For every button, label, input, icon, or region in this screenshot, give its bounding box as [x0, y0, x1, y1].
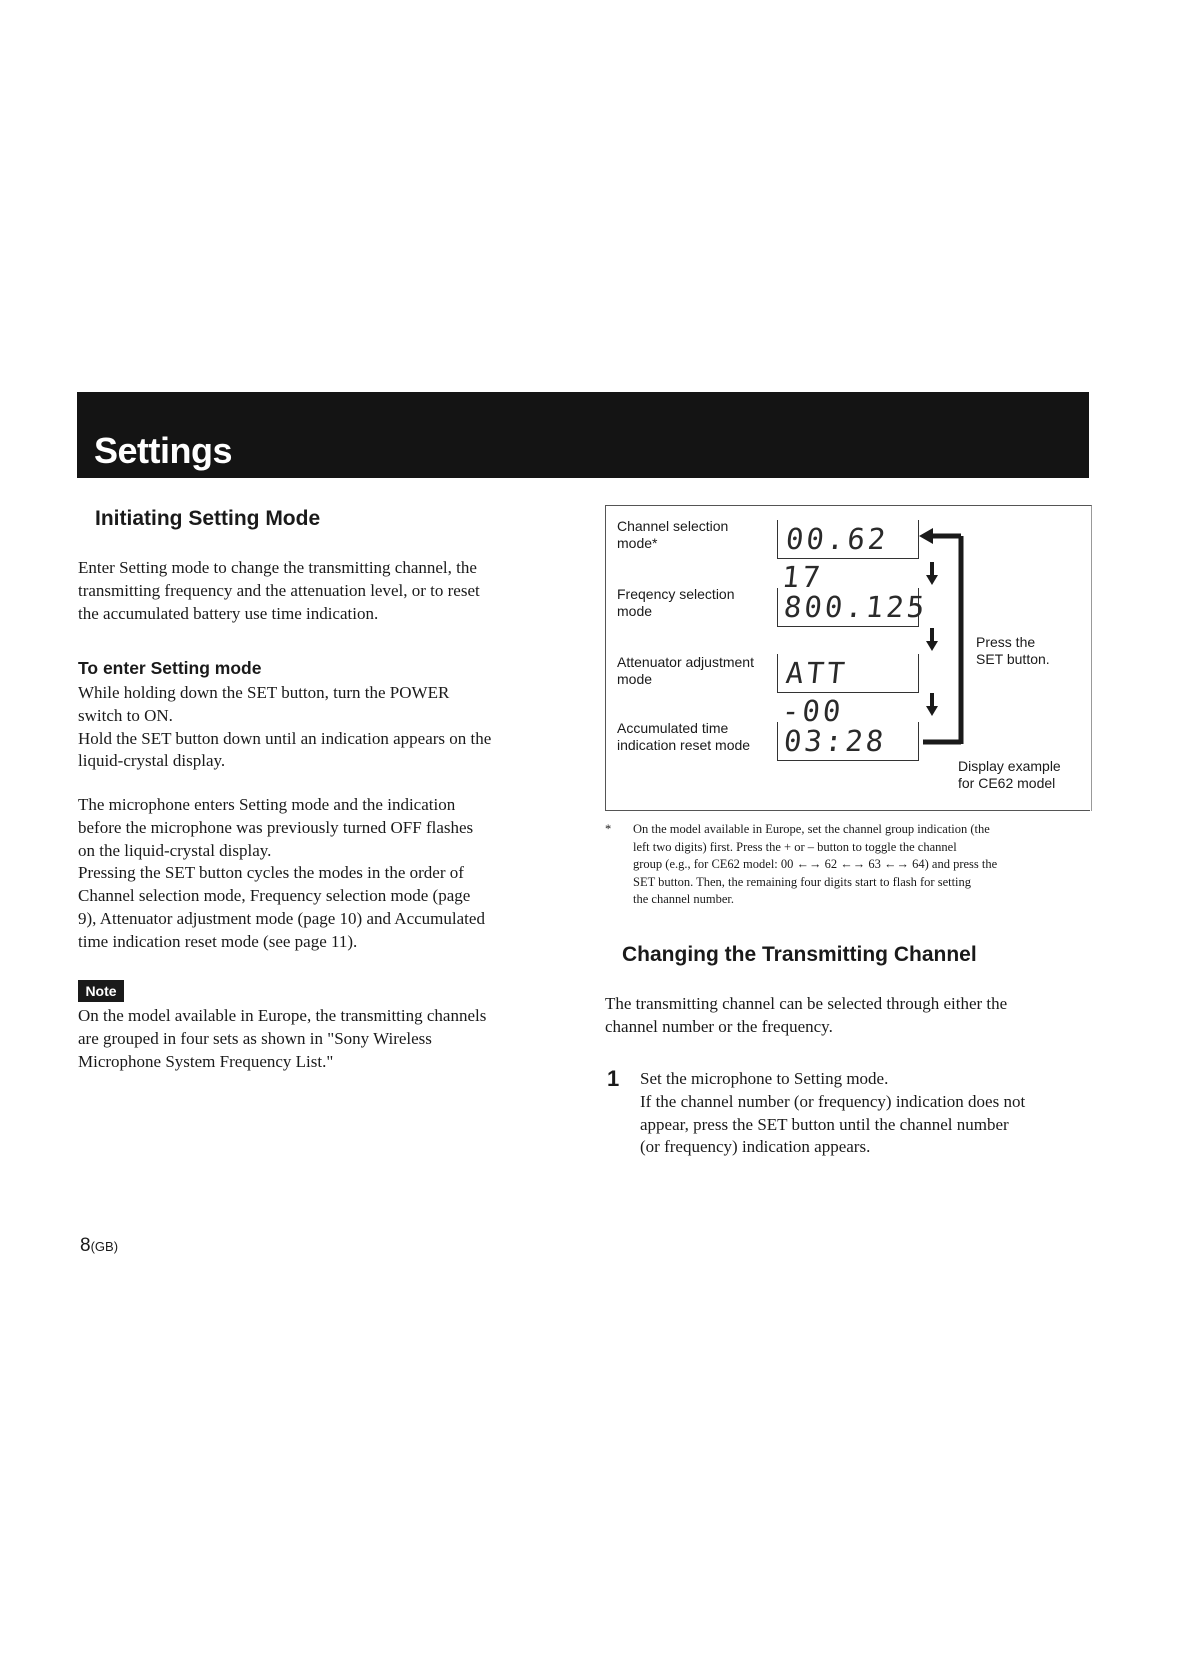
text-line: SET button. Then, the remaining four digits start to flash for setting	[633, 874, 972, 889]
mode-label-accumulated	[617, 720, 750, 754]
lcd-readout: 03:28	[782, 724, 889, 758]
display-example-label	[958, 758, 1061, 792]
page-number	[80, 1235, 118, 1257]
heading-initiating-setting-mode: Initiating Setting Mode	[95, 507, 321, 530]
heading-changing-channel: Changing the Transmitting Channel	[622, 943, 977, 966]
down-arrow-icon	[926, 693, 938, 716]
text-line: time indication reset mode (see page 11).	[78, 931, 358, 951]
text-line: If the channel number (or frequency) indication does not	[640, 1091, 1026, 1111]
text-line: transmitting frequency and the attenuation level, or to reset	[78, 580, 480, 600]
return-arrowhead	[919, 528, 933, 544]
text-line: the channel number.	[633, 892, 735, 906]
press-set-button-label	[976, 634, 1050, 668]
lcd-readout: ATT -00	[780, 656, 850, 728]
mode-label-attenuator	[617, 654, 754, 688]
step-number: 1	[607, 1066, 620, 1091]
mode-label-frequency	[617, 586, 735, 620]
text-line: The transmitting channel can be selected through either the	[605, 994, 1008, 1013]
text-line: Accumulated time	[617, 720, 729, 736]
text-line: Freqency selection	[617, 586, 735, 602]
text-line: Attenuator adjustment	[617, 654, 754, 670]
diagram-divider	[605, 810, 1090, 811]
section-header-bar	[77, 392, 1089, 478]
text-line: Channel selection mode, Frequency selection mode (page	[78, 886, 471, 906]
procedure-paragraph	[78, 682, 491, 773]
mode-cycle-arrows	[915, 525, 975, 765]
lcd-display-attenuator	[777, 654, 919, 728]
text-line: Display example	[958, 758, 1061, 774]
note-badge: Note	[78, 980, 124, 1002]
text-line: On the model available in Europe, the transmitting channels	[78, 1006, 487, 1025]
intro-paragraph	[78, 557, 480, 625]
step-1-text	[640, 1068, 1025, 1159]
text-line: The microphone enters Setting mode and the indication	[78, 795, 456, 814]
lcd-readout: 800.125	[782, 590, 930, 624]
text-line: mode	[617, 671, 653, 687]
text-line: Hold the SET button down until an indication appears on the	[78, 728, 492, 748]
down-arrow-icon	[926, 562, 938, 585]
text-line: mode	[617, 603, 653, 619]
lcd-display-channel	[777, 520, 919, 594]
text-line: are grouped in four sets as shown in "Sony Wireless	[78, 1028, 432, 1048]
text-line: channel number or the frequency.	[605, 1016, 833, 1036]
text-line: the accumulated battery use time indication.	[78, 603, 379, 623]
text-line: On the model available in Europe, set the channel group indication (the	[633, 822, 990, 836]
text-line: left two digits) first. Press the + or – button to toggle the channel	[633, 839, 957, 854]
text-line: Press the	[976, 634, 1036, 650]
text-line: group (e.g., for CE62 model: 00 ←→ 62 ←→ 63 ←→ 64) and press the	[633, 857, 998, 871]
explanation-paragraph	[78, 794, 485, 954]
page-number-suffix: (GB)	[90, 1239, 119, 1254]
lcd-display-accumulated	[777, 722, 919, 761]
footnote-marker: *	[605, 822, 612, 836]
subheading-enter-setting-mode: To enter Setting mode	[78, 658, 262, 678]
text-line: SET button.	[976, 651, 1050, 667]
text-line: 9), Attenuator adjustment mode (page 10) and Accumulated	[78, 908, 485, 928]
text-line: switch to ON.	[78, 705, 173, 725]
text-line: for CE62 model	[958, 775, 1056, 791]
text-line: Set the microphone to Setting mode.	[640, 1069, 889, 1088]
text-line: before the microphone was previously turned OFF flashes	[78, 817, 474, 837]
note-paragraph	[78, 1005, 486, 1073]
footnote	[605, 821, 997, 909]
down-arrow-icon	[926, 628, 938, 651]
channel-intro-paragraph	[605, 993, 1007, 1039]
text-line: appear, press the SET button until the channel number	[640, 1114, 1009, 1134]
text-line: (or frequency) indication appears.	[640, 1137, 871, 1157]
text-line: indication reset mode	[617, 737, 751, 753]
text-line: Channel selection	[617, 518, 729, 534]
lcd-readout: 00.62 17	[780, 522, 891, 594]
text-line: mode*	[617, 535, 658, 551]
text-line: Enter Setting mode to change the transmitting channel, the	[78, 558, 477, 577]
text-line: While holding down the SET button, turn the POWER	[78, 683, 450, 702]
mode-label-channel	[617, 518, 728, 552]
page-number-value: 8	[80, 1235, 91, 1256]
lcd-display-frequency	[777, 588, 930, 627]
text-line: Microphone System Frequency List."	[78, 1051, 334, 1071]
text-line: Pressing the SET button cycles the modes in the order of	[78, 863, 464, 883]
text-line: on the liquid-crystal display.	[78, 840, 272, 860]
section-title: Settings	[94, 430, 233, 471]
text-line: liquid-crystal display.	[78, 751, 226, 771]
